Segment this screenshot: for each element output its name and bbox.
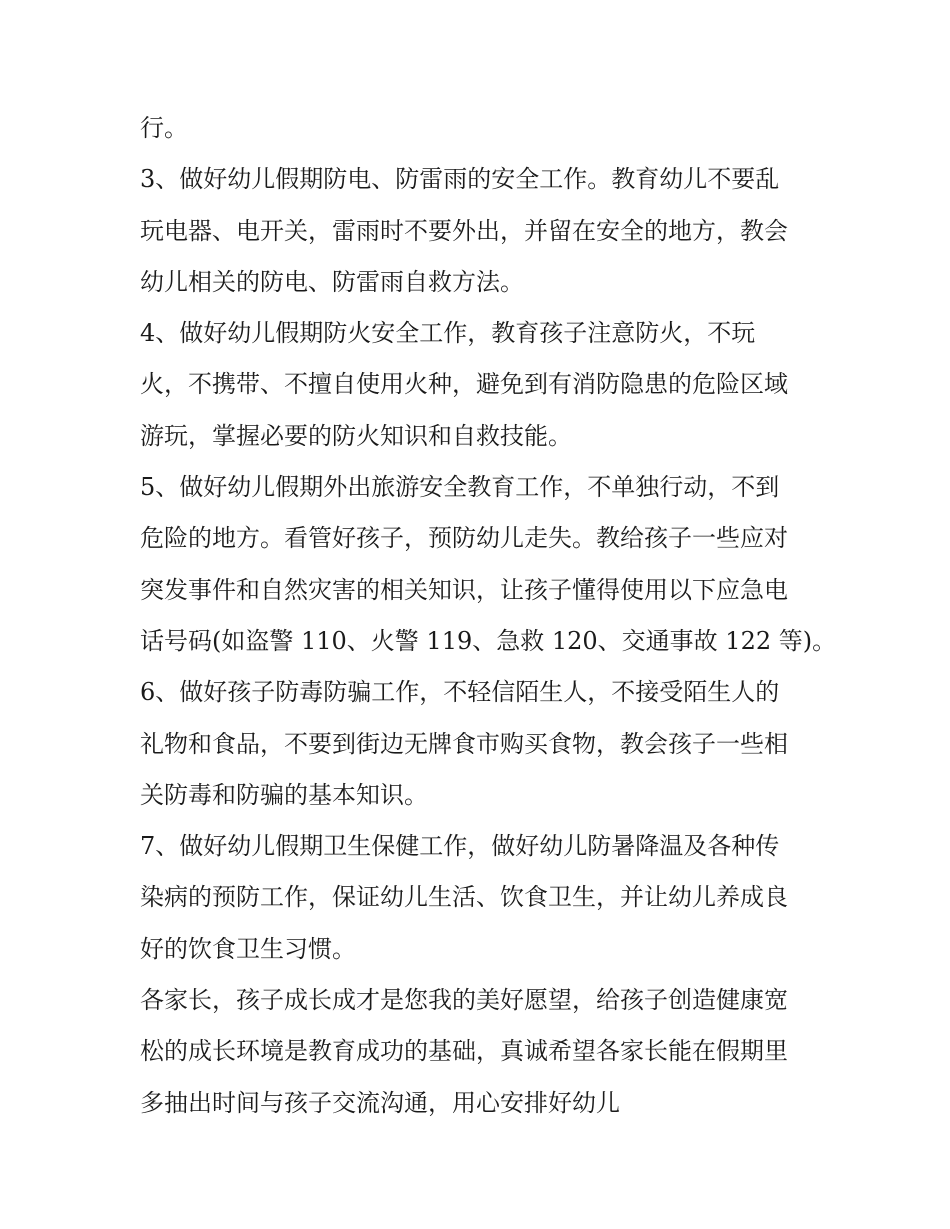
text-line: 突发事件和自然灾害的相关知识，让孩子懂得使用以下应急电	[140, 575, 788, 604]
text-line: 礼物和食品，不要到街边无牌食市购买食物，教会孩子一些相	[140, 729, 788, 758]
text-line: 4、做好幼儿假期防火安全工作，教育孩子注意防火，不玩	[140, 319, 756, 348]
text-line: 危险的地方。看管好孩子，预防幼儿走失。教给孩子一些应对	[140, 524, 788, 553]
text-line: 火，不携带、不擅自使用火种，避免到有消防隐患的危险区域	[140, 370, 788, 399]
text-line: 行。	[140, 114, 188, 142]
body-text	[140, 108, 837, 1134]
text-line: 关防毒和防骗的基本知识。	[140, 780, 428, 809]
text-line: 游玩，掌握必要的防火知识和自救技能。	[140, 421, 572, 450]
text-line: 5、做好幼儿假期外出旅游安全教育工作，不单独行动，不到	[140, 473, 780, 502]
text-line: 话号码(如盗警 110、火警 119、急救 120、交通事故 122 等)。	[140, 626, 837, 655]
text-line: 染病的预防工作，保证幼儿生活、饮食卫生，并让幼儿养成良	[140, 883, 788, 912]
text-line: 松的成长环境是教育成功的基础，真诚希望各家长能在假期里	[140, 1037, 788, 1066]
text-line: 多抽出时间与孩子交流沟通，用心安排好幼儿	[140, 1088, 620, 1117]
text-line: 玩电器、电开关，雷雨时不要外出，并留在安全的地方，教会	[140, 216, 788, 245]
text-line: 幼儿相关的防电、防雷雨自救方法。	[140, 267, 524, 296]
text-line: 各家长，孩子成长成才是您我的美好愿望，给孩子创造健康宽	[140, 986, 788, 1015]
text-line: 6、做好孩子防毒防骗工作，不轻信陌生人，不接受陌生人的	[140, 678, 780, 707]
text-line: 好的饮食卫生习惯。	[140, 934, 356, 963]
text-line: 3、做好幼儿假期防电、防雷雨的安全工作。教育幼儿不要乱	[140, 165, 780, 194]
text-line: 7、做好幼儿假期卫生保健工作，做好幼儿防暑降温及各种传	[140, 832, 780, 861]
